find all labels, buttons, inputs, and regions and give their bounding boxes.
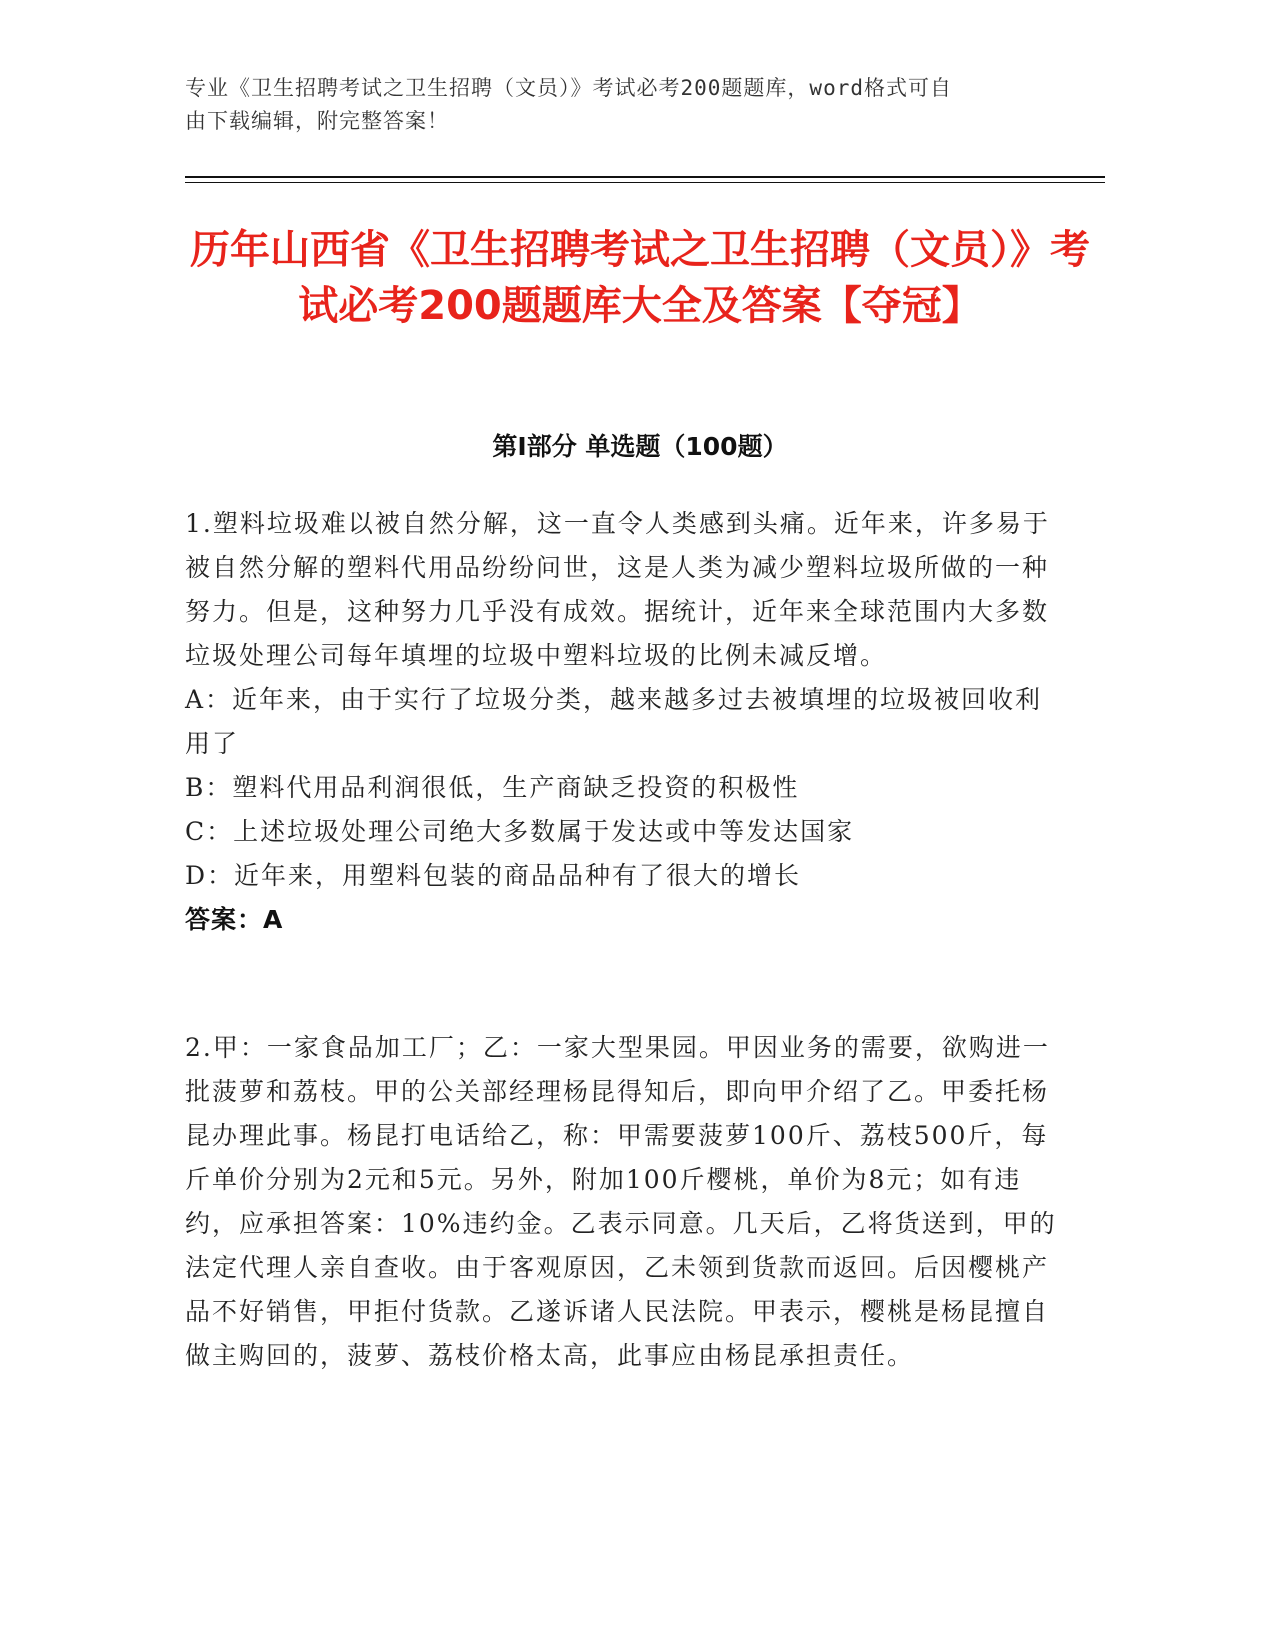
section-title: 第Ⅰ部分 单选题（100题）	[492, 432, 788, 461]
header-divider-thin	[185, 182, 1105, 183]
question-1	[185, 502, 1065, 942]
question-1-option-b: B：塑料代用品利润很低，生产商缺乏投资的积极性	[185, 773, 800, 802]
question-2-stem: 2.甲：一家食品加工厂；乙：一家大型果园。甲因业务的需要，欲购进一批菠萝和荔枝。甲的公关部经理杨昆得知后，即向甲介绍了乙。甲委托杨昆办理此事。杨昆打电话给乙，称：甲需要菠萝100斤、荔枝500斤，每斤单价分别为2元和5元。另外，附加100斤樱桃，单价为8元；如有违约，应承担答案：10%违约金。乙表示同意。几天后，乙将货送到，甲的法定代理人亲自查收。由于客观原因，乙未领到货款而返回。后因樱桃产品不好销售，甲拒付货款。乙遂诉诸人民法院。甲表示，樱桃是杨昆擅自做主购回的，菠萝、荔枝价格太高，此事应由杨昆承担责任。	[185, 1033, 1057, 1370]
header-note-line-1: 专业《卫生招聘考试之卫生招聘（文员）》考试必考200题题库，word格式可自	[185, 76, 952, 100]
question-1-answer: 答案：A	[185, 905, 284, 934]
header-note-line-2: 由下载编辑，附完整答案！	[185, 109, 449, 133]
question-1-option-c: C：上述垃圾处理公司绝大多数属于发达或中等发达国家	[185, 817, 855, 846]
question-1-option-a: A：近年来，由于实行了垃圾分类，越来越多过去被填埋的垃圾被回收利用了	[185, 685, 1043, 758]
question-2	[185, 1026, 1065, 1378]
document-title: 历年山西省《卫生招聘考试之卫生招聘（文员）》考试必考200题题库大全及答案【夺冠】	[190, 227, 1090, 329]
header-divider-thick	[185, 176, 1105, 178]
question-1-option-d: D：近年来，用塑料包装的商品品种有了很大的增长	[185, 861, 802, 890]
header-note	[185, 72, 1085, 138]
question-1-stem: 1.塑料垃圾难以被自然分解，这一直令人类感到头痛。近年来，许多易于被自然分解的塑料代用品纷纷问世，这是人类为减少塑料垃圾所做的一种努力。但是，这种努力几乎没有成效。据统计，近年来全球范围内大多数垃圾处理公司每年填埋的垃圾中塑料垃圾的比例未减反增。	[185, 509, 1050, 670]
